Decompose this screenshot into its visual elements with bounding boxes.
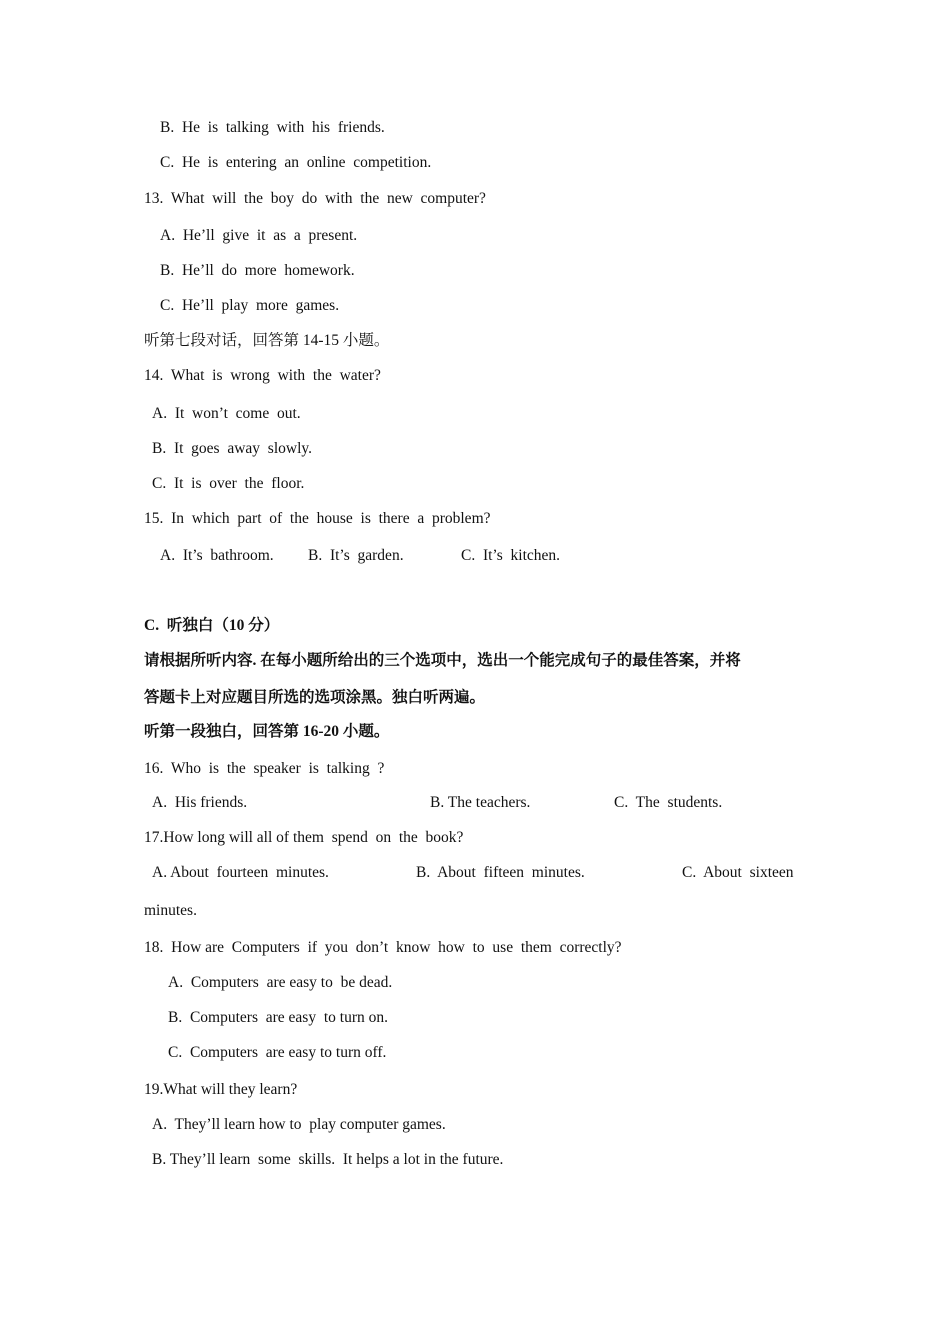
section-c-title: C. 听独白（10 分） [144, 617, 280, 634]
q13-question: 13. What will the boy do with the new computer? [144, 190, 486, 207]
monologue1-instruction: 听第一段独白，回答第 16-20 小题。 [144, 723, 390, 740]
q18-question: 18. How are Computers if you don’t know how to use them correctly? [144, 939, 622, 956]
q19-option-b: B. They’ll learn some skills. It helps a lot in the future. [152, 1151, 504, 1168]
q17-option-c-wrap: minutes. [144, 902, 197, 919]
q13-option-a: A. He’ll give it as a present. [160, 227, 358, 244]
q12-option-b: B. He is talking with his friends. [160, 119, 385, 136]
q15-option-a: A. It’s bathroom. [160, 547, 274, 564]
q14-question: 14. What is wrong with the water? [144, 367, 381, 384]
q16-question: 16. Who is the speaker is talking ? [144, 760, 385, 777]
q17-option-c: C. About sixteen [682, 864, 794, 881]
q13-option-b: B. He’ll do more homework. [160, 262, 355, 279]
q17-option-b: B. About fifteen minutes. [416, 864, 585, 881]
q12-option-c: C. He is entering an online competition. [160, 154, 432, 171]
q15-option-b: B. It’s garden. [308, 547, 404, 564]
q18-option-c: C. Computers are easy to turn off. [168, 1044, 387, 1061]
q14-option-b: B. It goes away slowly. [152, 440, 313, 457]
q18-option-b: B. Computers are easy to turn on. [168, 1009, 388, 1026]
q16-option-a: A. His friends. [152, 794, 248, 811]
q16-option-c: C. The students. [614, 794, 723, 811]
q15-option-c: C. It’s kitchen. [461, 547, 561, 564]
q17-option-a: A. About fourteen minutes. [152, 864, 329, 881]
q18-option-a: A. Computers are easy to be dead. [168, 974, 393, 991]
section-c-instruction-line1: 请根据所听内容. 在每小题所给出的三个选项中，选出一个能完成句子的最佳答案，并将 [144, 652, 741, 669]
q14-option-c: C. It is over the floor. [152, 475, 305, 492]
section-c-instruction-line2: 答题卡上对应题目所选的选项涂黑。独白听两遍。 [144, 689, 486, 706]
dialogue7-instruction: 听第七段对话，回答第 14-15 小题。 [144, 332, 390, 349]
q17-question: 17.How long will all of them spend on the book? [144, 829, 464, 846]
q19-question: 19.What will they learn? [144, 1081, 298, 1098]
q15-question: 15. In which part of the house is there a problem? [144, 510, 491, 527]
q16-option-b: B. The teachers. [430, 794, 531, 811]
q19-option-a: A. They’ll learn how to play computer games. [152, 1116, 446, 1133]
q14-option-a: A. It won’t come out. [152, 405, 301, 422]
q13-option-c: C. He’ll play more games. [160, 297, 340, 314]
